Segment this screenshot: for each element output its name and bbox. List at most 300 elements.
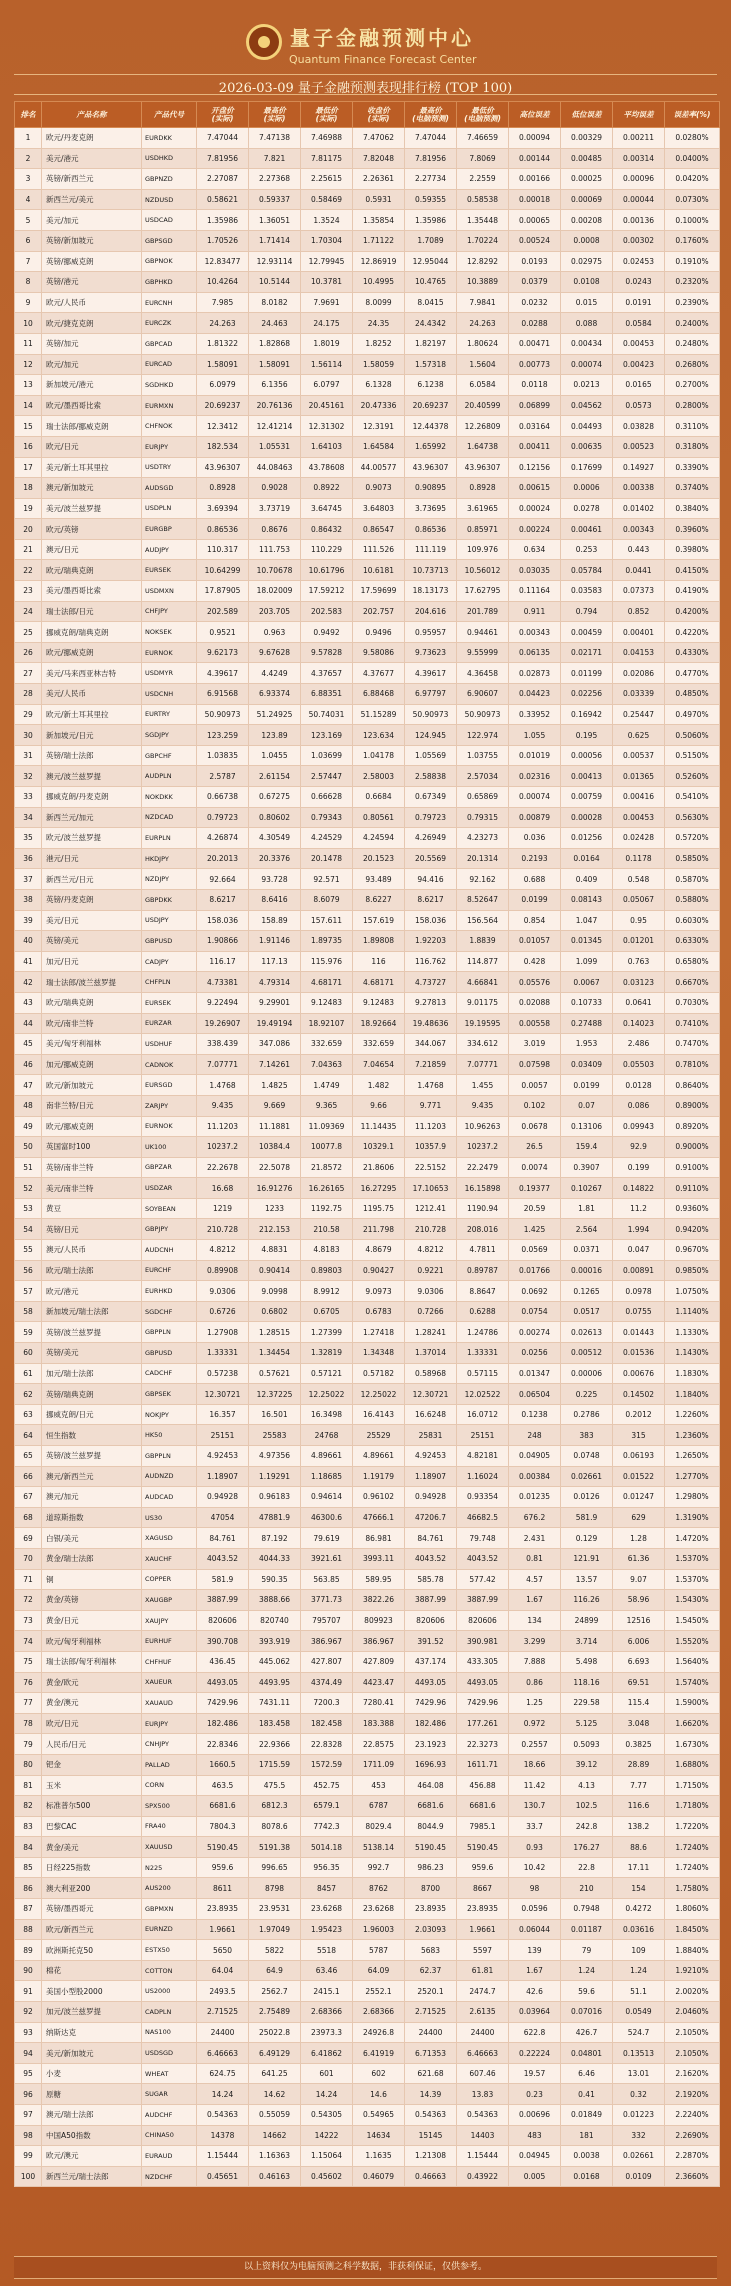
table-cell: 0.19377	[509, 1178, 561, 1199]
table-cell: 4.66841	[457, 972, 509, 993]
table-cell: 10.42	[509, 1857, 561, 1878]
table-cell: 2.0460%	[665, 2002, 720, 2023]
table-cell: 0.00343	[509, 622, 561, 643]
table-cell: 2.27368	[249, 169, 301, 190]
table-cell: 0.00459	[561, 622, 613, 643]
table-cell: 0.54363	[197, 2105, 249, 2126]
table-cell: 4.37657	[301, 663, 353, 684]
table-cell: 1.8019	[301, 333, 353, 354]
table-cell: 86.981	[353, 1528, 405, 1549]
table-cell: 5191.38	[249, 1837, 301, 1858]
table-cell: 0.57182	[353, 1363, 405, 1384]
table-cell: 4.8831	[249, 1240, 301, 1261]
table-cell: 1.7580%	[665, 1878, 720, 1899]
table-cell: EURPLN	[142, 828, 197, 849]
table-cell: 50.74031	[301, 704, 353, 725]
table-cell: 3888.66	[249, 1590, 301, 1611]
table-cell: 0.08143	[561, 889, 613, 910]
table-cell: 158.036	[197, 910, 249, 931]
table-cell: 巴黎CAC	[42, 1816, 142, 1837]
table-cell: 黄豆	[42, 1198, 142, 1219]
table-cell: 0.03964	[509, 2002, 561, 2023]
table-cell: 0.1178	[613, 848, 665, 869]
table-cell: 1.36051	[249, 210, 301, 231]
table-cell: 0.02873	[509, 663, 561, 684]
table-cell: 84.761	[197, 1528, 249, 1549]
table-cell: XAUCHF	[142, 1548, 197, 1569]
table-cell: 0.852	[613, 601, 665, 622]
table-cell: 8457	[301, 1878, 353, 1899]
table-cell: 澳元/新加坡元	[42, 478, 142, 499]
table-cell: 57	[15, 1281, 42, 1302]
table-cell: 英镑/新加坡元	[42, 230, 142, 251]
table-cell: 澳大利亚200	[42, 1878, 142, 1899]
table-cell: 加元/日元	[42, 951, 142, 972]
table-cell: 0.80602	[249, 807, 301, 828]
table-cell: 0.0168	[561, 2166, 613, 2187]
table-cell: 10.96263	[457, 1116, 509, 1137]
table-cell: 13.83	[457, 2084, 509, 2105]
table-cell: AUDNZD	[142, 1466, 197, 1487]
table-cell: 0.00453	[613, 333, 665, 354]
table-cell: 0.00069	[561, 189, 613, 210]
table-row	[15, 539, 720, 560]
table-cell: 1.89808	[353, 931, 405, 952]
table-cell: 0.0038	[561, 2146, 613, 2167]
table-cell: 美元/波兰兹罗提	[42, 498, 142, 519]
table-cell: 0.07016	[561, 2002, 613, 2023]
table-cell: 7.04363	[301, 1054, 353, 1075]
table-cell: 40	[15, 931, 42, 952]
table-cell: 27	[15, 663, 42, 684]
table-row	[15, 1672, 720, 1693]
table-cell: 581.9	[561, 1507, 613, 1528]
table-cell: HK50	[142, 1425, 197, 1446]
table-cell: 14403	[457, 2125, 509, 2146]
table-cell: 1.24	[613, 1960, 665, 1981]
table-cell: 10237.2	[197, 1137, 249, 1158]
table-cell: 0.8920%	[665, 1116, 720, 1137]
table-cell: 248	[509, 1425, 561, 1446]
table-cell: 瑞士法郎/匈牙利福林	[42, 1651, 142, 1672]
table-cell: 0.32	[613, 2084, 665, 2105]
table-cell: 0.5093	[561, 1734, 613, 1755]
table-cell: 0.80561	[353, 807, 405, 828]
table-row	[15, 931, 720, 952]
table-cell: 0.0278	[561, 498, 613, 519]
table-cell: 0.0008	[561, 230, 613, 251]
table-cell: 0.00879	[509, 807, 561, 828]
table-cell: 0.7948	[561, 1899, 613, 1920]
table-cell: USDHUF	[142, 1034, 197, 1055]
table-cell: 0.911	[509, 601, 561, 622]
table-cell: 8.6227	[353, 889, 405, 910]
table-cell: 111.526	[353, 539, 405, 560]
table-row	[15, 1693, 720, 1714]
table-cell: 386.967	[353, 1631, 405, 1652]
table-cell: 0.5720%	[665, 828, 720, 849]
table-row	[15, 1981, 720, 2002]
table-cell: 0.6726	[197, 1301, 249, 1322]
table-cell: 70	[15, 1548, 42, 1569]
table-cell: 0.0584	[613, 313, 665, 334]
table-cell: 1.80624	[457, 333, 509, 354]
table-cell: 0.27488	[561, 1013, 613, 1034]
table-cell: 0.5150%	[665, 745, 720, 766]
table-cell: GBPZAR	[142, 1157, 197, 1178]
table-cell: 0.93	[509, 1837, 561, 1858]
table-cell: 20.1314	[457, 848, 509, 869]
table-cell: 17.59699	[353, 581, 405, 602]
table-row	[15, 622, 720, 643]
table-cell: 英镑/美元	[42, 931, 142, 952]
table-cell: 0.00208	[561, 210, 613, 231]
table-cell: 25151	[197, 1425, 249, 1446]
table-cell: 4.13	[561, 1775, 613, 1796]
table-cell: 2.58838	[405, 766, 457, 787]
table-cell: 182.458	[301, 1713, 353, 1734]
table-cell: 1.6880%	[665, 1754, 720, 1775]
table-cell: 0.03123	[613, 972, 665, 993]
table-cell: 0.8928	[197, 478, 249, 499]
table-cell: 5518	[301, 1940, 353, 1961]
table-cell: 1.35448	[457, 210, 509, 231]
table-cell: 1.24	[561, 1960, 613, 1981]
table-cell: 87	[15, 1899, 42, 1920]
table-cell: 欧元/英镑	[42, 519, 142, 540]
table-cell: 0.16942	[561, 704, 613, 725]
table-cell: 0.9420%	[665, 1219, 720, 1240]
table-cell: 12516	[613, 1610, 665, 1631]
table-cell: 0.5850%	[665, 848, 720, 869]
table-cell: 0.2700%	[665, 375, 720, 396]
table-cell: 1.70304	[301, 230, 353, 251]
table-cell: 0.102	[509, 1095, 561, 1116]
table-cell: 203.705	[249, 601, 301, 622]
table-cell: 2.75489	[249, 2002, 301, 2023]
table-cell: 0.14822	[613, 1178, 665, 1199]
table-cell: 210.58	[301, 1219, 353, 1240]
table-cell: 123.89	[249, 725, 301, 746]
table-cell: 0.8640%	[665, 1075, 720, 1096]
table-cell: 0.854	[509, 910, 561, 931]
table-cell: 4493.05	[405, 1672, 457, 1693]
table-cell: AUDJPY	[142, 539, 197, 560]
table-cell: 1.64103	[301, 436, 353, 457]
table-cell: 0.01057	[509, 931, 561, 952]
table-cell: 澳元/新西兰元	[42, 1466, 142, 1487]
table-cell: 6.0797	[301, 375, 353, 396]
table-cell: 6.49129	[249, 2043, 301, 2064]
table-cell: 62.37	[405, 1960, 457, 1981]
table-cell: 43.78608	[301, 457, 353, 478]
table-row	[15, 1034, 720, 1055]
table-cell: 1.70526	[197, 230, 249, 251]
table-cell: 383	[561, 1425, 613, 1446]
table-cell: 0.0108	[561, 272, 613, 293]
table-cell: 9.0306	[197, 1281, 249, 1302]
table-cell: 10.6181	[353, 560, 405, 581]
table-cell: 18	[15, 478, 42, 499]
table-cell: 2.1050%	[665, 2043, 720, 2064]
table-row	[15, 1507, 720, 1528]
table-cell: 16.68	[197, 1178, 249, 1199]
table-cell: 2.57447	[301, 766, 353, 787]
table-cell: 0.03828	[613, 416, 665, 437]
table-cell: SGDJPY	[142, 725, 197, 746]
table-cell: 3	[15, 169, 42, 190]
table-cell: 6681.6	[197, 1796, 249, 1817]
table-cell: 6.46663	[457, 2043, 509, 2064]
table-cell: 0.0549	[613, 2002, 665, 2023]
table-cell: EURGBP	[142, 519, 197, 540]
table-cell: 港元/日元	[42, 848, 142, 869]
table-row	[15, 128, 720, 149]
table-cell: 3.299	[509, 1631, 561, 1652]
table-cell: 483	[509, 2125, 561, 2146]
table-cell: 0.4190%	[665, 581, 720, 602]
table-cell: 0.7810%	[665, 1054, 720, 1075]
table-cell: 0.7410%	[665, 1013, 720, 1034]
table-row	[15, 1713, 720, 1734]
table-cell: 小麦	[42, 2063, 142, 2084]
table-cell: 0.00302	[613, 230, 665, 251]
table-cell: 589.95	[353, 1569, 405, 1590]
table-cell: 25	[15, 622, 42, 643]
table-cell: 0.9360%	[665, 1198, 720, 1219]
table-cell: 12.79945	[301, 251, 353, 272]
table-row	[15, 1548, 720, 1569]
table-cell: CHFJPY	[142, 601, 197, 622]
table-cell: 110.317	[197, 539, 249, 560]
table-cell: 347.086	[249, 1034, 301, 1055]
table-row	[15, 1631, 720, 1652]
table-cell: 欧元/南非兰特	[42, 1013, 142, 1034]
table-cell: 8029.4	[353, 1816, 405, 1837]
table-row	[15, 992, 720, 1013]
table-cell: 0.10733	[561, 992, 613, 1013]
table-cell: 黄金/英镑	[42, 1590, 142, 1611]
table-cell: 7.77	[613, 1775, 665, 1796]
table-cell: 0.00074	[561, 354, 613, 375]
table-cell: 7.9691	[301, 292, 353, 313]
table-cell: 3.048	[613, 1713, 665, 1734]
table-cell: EURSGD	[142, 1075, 197, 1096]
table-cell: 1.03755	[457, 745, 509, 766]
table-cell: 0.00676	[613, 1363, 665, 1384]
table-cell: 386.967	[301, 1631, 353, 1652]
table-row	[15, 1754, 720, 1775]
table-cell: 182.486	[405, 1713, 457, 1734]
table-cell: 622.8	[509, 2022, 561, 2043]
table-cell: USDPLN	[142, 498, 197, 519]
table-cell: COPPER	[142, 1569, 197, 1590]
table-cell: 0.01536	[613, 1343, 665, 1364]
table-cell: 6.46	[561, 2063, 613, 2084]
table-cell: 25831	[405, 1425, 457, 1446]
table-cell: 0.94614	[301, 1487, 353, 1508]
table-body	[15, 128, 720, 2187]
table-cell: NZDJPY	[142, 869, 197, 890]
table-cell: 0.00615	[509, 478, 561, 499]
table-cell: 73	[15, 1610, 42, 1631]
table-cell: 344.067	[405, 1034, 457, 1055]
table-cell: 0.129	[561, 1528, 613, 1549]
table-cell: 89	[15, 1940, 42, 1961]
table-cell: 0.05576	[509, 972, 561, 993]
table-cell: AUDCNH	[142, 1240, 197, 1261]
table-cell: 3.73695	[405, 498, 457, 519]
table-cell: 43.96307	[197, 457, 249, 478]
table-cell: 14634	[353, 2125, 405, 2146]
table-cell: 0.96183	[249, 1487, 301, 1508]
table-cell: 8.0182	[249, 292, 301, 313]
table-cell: 0.43922	[457, 2166, 509, 2187]
table-cell: 123.634	[353, 725, 405, 746]
table-cell: 111.753	[249, 539, 301, 560]
table-cell: 1.18907	[405, 1466, 457, 1487]
table-cell: 4.92453	[405, 1446, 457, 1467]
table-cell: 0.01347	[509, 1363, 561, 1384]
table-cell: 4.37677	[353, 663, 405, 684]
table-cell: 0.00338	[613, 478, 665, 499]
table-cell: GBPSGD	[142, 230, 197, 251]
table-cell: 820606	[457, 1610, 509, 1631]
table-row	[15, 1301, 720, 1322]
table-cell: 8611	[197, 1878, 249, 1899]
table-cell: USDTRY	[142, 457, 197, 478]
table-cell: 0.0109	[613, 2166, 665, 2187]
table-cell: ZARJPY	[142, 1095, 197, 1116]
table-cell: EURJPY	[142, 1713, 197, 1734]
table-row	[15, 601, 720, 622]
table-cell: 58.96	[613, 1590, 665, 1611]
table-cell: 182.534	[197, 436, 249, 457]
table-cell: 20.5569	[405, 848, 457, 869]
table-cell: 14378	[197, 2125, 249, 2146]
table-cell: 0.23	[509, 2084, 561, 2105]
table-cell: 0.428	[509, 951, 561, 972]
table-header	[15, 102, 720, 128]
table-cell: 0.9521	[197, 622, 249, 643]
table-cell: 20.45161	[301, 395, 353, 416]
table-row	[15, 787, 720, 808]
table-cell: 0.6802	[249, 1301, 301, 1322]
table-cell: 0.01223	[613, 2105, 665, 2126]
table-cell: 0.45651	[197, 2166, 249, 2187]
table-row	[15, 1816, 720, 1837]
table-cell: 0.57115	[457, 1363, 509, 1384]
table-cell: 澳元/波兰兹罗提	[42, 766, 142, 787]
table-cell: 66	[15, 1466, 42, 1487]
table-cell: 0.9028	[249, 478, 301, 499]
table-cell: 10.73713	[405, 560, 457, 581]
table-cell: 2.2240%	[665, 2105, 720, 2126]
table-cell: 72	[15, 1590, 42, 1611]
table-cell: 51.1	[613, 1981, 665, 2002]
table-cell: 欧元/瑞典克朗	[42, 560, 142, 581]
table-cell: 0.02316	[509, 766, 561, 787]
table-cell: 2.1920%	[665, 2084, 720, 2105]
table-cell: 1.82868	[249, 333, 301, 354]
table-cell: 0.01365	[613, 766, 665, 787]
table-cell: 0.79723	[405, 807, 457, 828]
column-header: 最低价 (实际)	[301, 102, 353, 128]
table-cell: 210.728	[197, 1219, 249, 1240]
table-cell: 0.95957	[405, 622, 457, 643]
column-header: 低位误差	[561, 102, 613, 128]
table-cell: 93.728	[249, 869, 301, 890]
table-row	[15, 1178, 720, 1199]
table-cell: 0.03164	[509, 416, 561, 437]
table-cell: 9.435	[457, 1095, 509, 1116]
table-cell: 16.27295	[353, 1178, 405, 1199]
table-cell: 1.994	[613, 1219, 665, 1240]
table-cell: 23.9531	[249, 1899, 301, 1920]
table-cell: 94	[15, 2043, 42, 2064]
table-cell: 欧元/波兰兹罗提	[42, 828, 142, 849]
table-cell: 22.8346	[197, 1734, 249, 1755]
table-cell: 6.90607	[457, 684, 509, 705]
table-cell: 0.9496	[353, 622, 405, 643]
table-cell: 0.2400%	[665, 313, 720, 334]
table-cell: 1.21308	[405, 2146, 457, 2167]
table-cell: 1.047	[561, 910, 613, 931]
table-cell: 183.458	[249, 1713, 301, 1734]
table-cell: NOKDKK	[142, 787, 197, 808]
table-cell: 0.03616	[613, 1919, 665, 1940]
table-cell: 563.85	[301, 1569, 353, 1590]
table-cell: 0.00343	[613, 519, 665, 540]
table-cell: 64.04	[197, 1960, 249, 1981]
table-cell: 47054	[197, 1507, 249, 1528]
table-cell: 9.771	[405, 1095, 457, 1116]
table-cell: 76	[15, 1672, 42, 1693]
table-cell: 0.01256	[561, 828, 613, 849]
table-row	[15, 766, 720, 787]
footer-disclaimer: 以上资料仅为电脑预测之科学数据，非获利保证，仅供参考。	[14, 2256, 717, 2279]
table-cell: USDSGD	[142, 2043, 197, 2064]
table-cell: 1.2360%	[665, 1425, 720, 1446]
table-cell: 74	[15, 1631, 42, 1652]
table-cell: 102.5	[561, 1796, 613, 1817]
table-row	[15, 2043, 720, 2064]
table-cell: 6.88468	[353, 684, 405, 705]
table-cell: 445.062	[249, 1651, 301, 1672]
table-cell: 9.12483	[301, 992, 353, 1013]
table-cell: 1.16024	[457, 1466, 509, 1487]
table-row	[15, 1610, 720, 1631]
table-cell: 2.68366	[353, 2002, 405, 2023]
table-cell: 4.26874	[197, 828, 249, 849]
table-cell: 1.33331	[457, 1343, 509, 1364]
table-cell: 11.09369	[301, 1116, 353, 1137]
table-cell: EURAUD	[142, 2146, 197, 2167]
table-cell: 挪威克朗/瑞典克朗	[42, 622, 142, 643]
table-cell: 0.0243	[613, 272, 665, 293]
table-cell: 332	[613, 2125, 665, 2146]
table-cell: 加元/挪威克朗	[42, 1054, 142, 1075]
table-cell: 58	[15, 1301, 42, 1322]
table-cell: 欧洲斯托克50	[42, 1940, 142, 1961]
table-cell: 332.659	[353, 1034, 405, 1055]
table-cell: EURNOK	[142, 642, 197, 663]
table-cell: 16.6248	[405, 1404, 457, 1425]
table-cell: 16.501	[249, 1404, 301, 1425]
table-cell: 6.41862	[301, 2043, 353, 2064]
table-cell: 0.04562	[561, 395, 613, 416]
table-cell: 9	[15, 292, 42, 313]
